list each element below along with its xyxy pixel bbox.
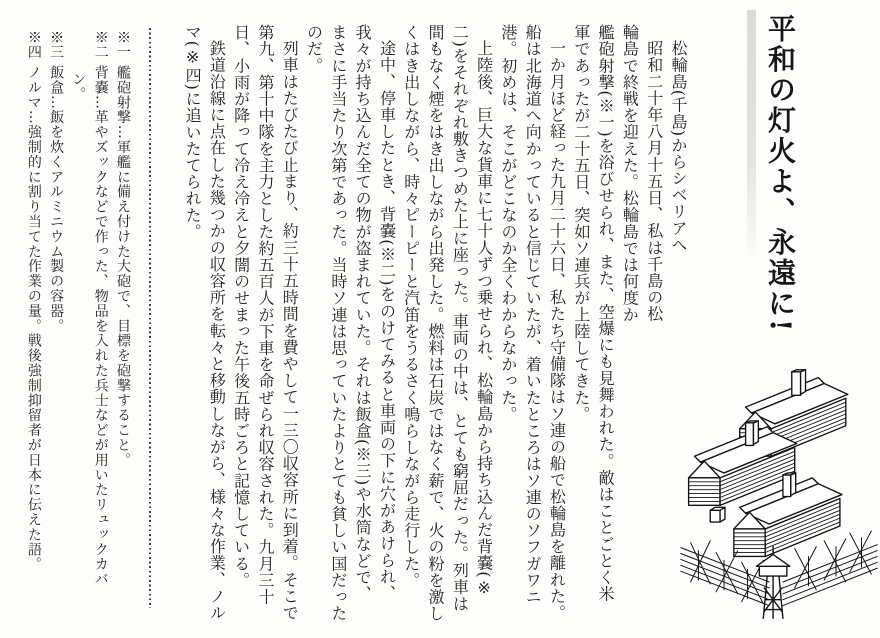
- body-column: 昭和二十年八月十五日、私は千島の松: [644, 40, 664, 323]
- footnote-column: ※三 飯盒…飯を炊くアルミニウム製の容器。: [48, 30, 65, 334]
- body-column: 鉄道沿線に点在した幾つかの収容所を転々と移動しながら、様々な作業、ノル: [207, 40, 227, 621]
- footnote-section: [0, 30, 134, 612]
- body-column: 我々が持ち込んだ全ての物が盗まれていた。それは飯盒(※三)や水筒などで、: [353, 24, 373, 603]
- body-column: 第九、第十中隊を主力とした約五百人が下車を命ぜられ収容された。九月三十: [255, 24, 275, 605]
- body-column: 輪島で終戦を迎えた。松輪島では何度か: [620, 24, 640, 323]
- body-column: まさに手当たり次第であった。当時ソ連は思っていたよりとても貧しい国だった: [328, 24, 348, 622]
- body-column: 一か月ほど経った九月二十六日、私たち守備隊はソ連の船で松輪島を離れた。: [547, 40, 567, 621]
- body-column: マ(※四)に追いたてられた。: [183, 24, 203, 240]
- body-column: 列車はたびたび止まり、約三十五時間を費やして一三〇収容所に到着。そこで: [280, 40, 300, 621]
- body-text: [174, 24, 690, 636]
- body-column: 途中、停車したとき、背嚢(※二)をのけてみると車両の下に穴があけられ、: [377, 40, 397, 602]
- body-column: のだ。: [304, 24, 324, 74]
- watchtower: [756, 547, 789, 619]
- body-column: 上陸後、巨大な貨車に七十人ずつ乗せられ、松輪島から持ち込んだ背嚢(※: [474, 40, 494, 598]
- body-column: 松輪島(千島)からシベリアへ: [669, 40, 688, 253]
- small-crate: [710, 507, 725, 522]
- body-column: 艦砲射撃(※一)を浴びせられ、また、空爆にも見舞われた。敵はことごとく米: [596, 24, 616, 603]
- footnote-column: ※一 艦砲射撃…軍艦に備え付けた大砲で、目標を砲撃すること。: [115, 30, 131, 468]
- page-title: 平和の灯火よ、永遠に!: [764, 14, 797, 334]
- camp-illustration: [680, 358, 878, 638]
- footnote-separator-dotted-line: [149, 28, 151, 608]
- footnote-column: ン。: [70, 72, 87, 102]
- body-column: 軍であったが二十五日、突如ソ連兵が上陸してきた。: [571, 24, 591, 423]
- body-column: 二)をそれぞれ敷きつめた上に座った。車両の中は、とても窮屈だった。列車は: [450, 24, 470, 612]
- body-column: くはき出しながら、時々ピーピーと汽笛をうるさく鳴らしながら走行した。: [401, 24, 421, 589]
- body-column: 船は北海道へ向かっていると信じていたが、着いたところはソ連のソフガワニ: [523, 24, 543, 605]
- footnote-column: ※二 背嚢…革やズックなどで作った、物品を入れた兵士などが用いたリュックカバ: [92, 30, 109, 587]
- body-column: 日、小雨が降って冷え冷えと夕闇のせまった午後五時ごろと記憶している。: [231, 24, 251, 589]
- footnote-column: ※四 ノルマ…強制的に割り当てた作業の量。戦後強制抑留者が日本に伝えた語。: [25, 30, 42, 572]
- title-scan-shadow: [747, 10, 756, 265]
- body-column: 港。初めは、そこがどこなのか全くわからなかった。: [498, 24, 518, 423]
- body-column: 間もなく煙をはき出しながら出発した。燃料は石炭ではなく薪で、火の粉を激し: [426, 24, 446, 622]
